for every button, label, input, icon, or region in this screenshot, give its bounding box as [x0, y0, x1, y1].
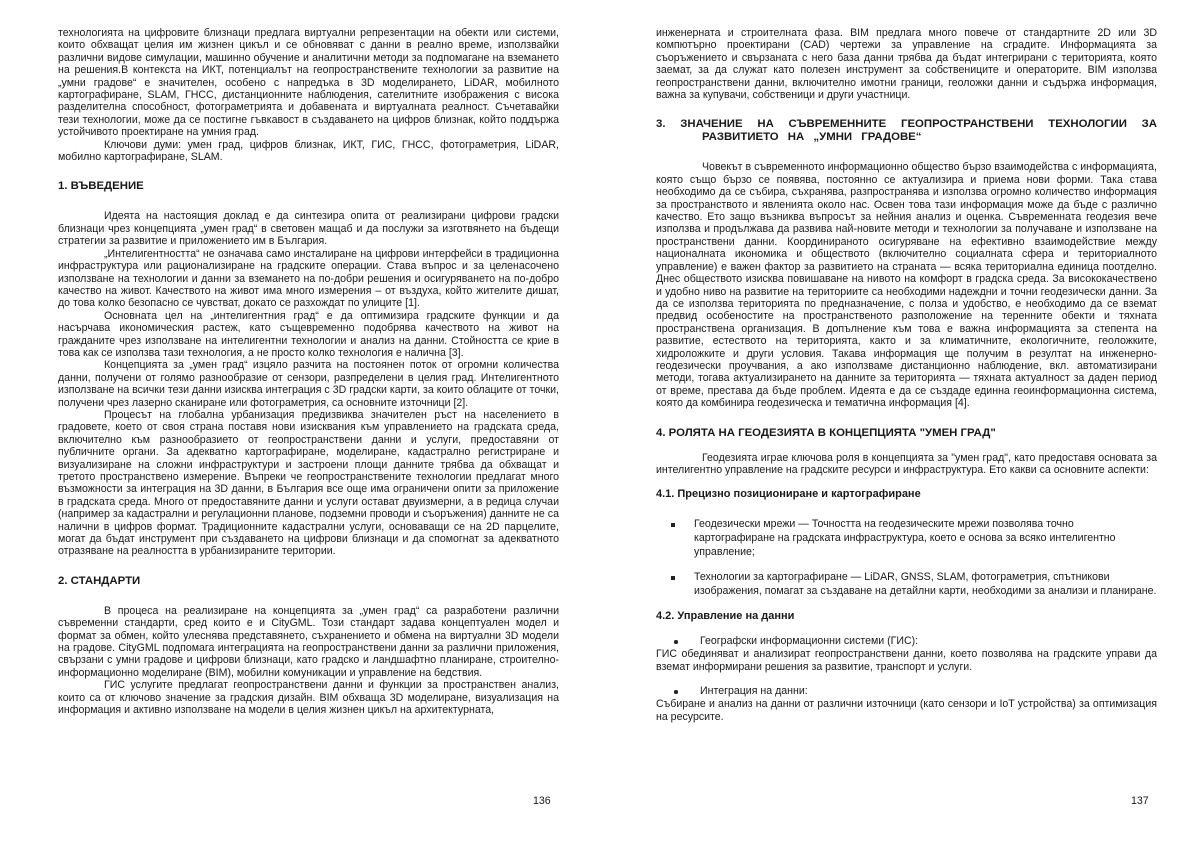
list-item-text: ГИС обединяват и анализират геопространствени данни, което позволява на градските управи да вземат информирани решения за развитие, транспорт и услуги.: [656, 648, 1157, 673]
bullet-list-4-2-cont: [656, 685, 1157, 698]
right-page: [656, 27, 1157, 723]
paragraph: ГИС услугите предлагат геопространствени данни и функции за пространствен анализ, които са от ключово значение за градския дизайн. BIM обхваща 3D моделиране, визуализация на информация и активно използване на модели в целия жизнен цикъл на архитектурната,: [58, 679, 559, 717]
bullet-list-4-1: [656, 518, 1157, 598]
list-item-text: Събиране и анализ на данни от различни източници (като сензори и IoT устройства) за оптимизация на ресурсите.: [656, 698, 1157, 723]
paragraph: „Интелигентността“ не означава само инсталиране на цифрови интерфейси в традиционна инфраструктура или рационализиране на градските операции. Става въпрос и за целенасочено използване на технологии и данни за вземането на по-добри решения и осигуряването на по-добро качество на живот. Качеството на живот има много измерения – от въздуха, който жителите дишат, до това колко безопасно се чувстват, докато се разхождат по улиците [1].: [58, 247, 559, 310]
section-2-heading: 2. СТАНДАРТИ: [58, 574, 141, 587]
section-3-heading: 3. ЗНАЧЕНИЕ НА СЪВРЕМЕННИТЕ ГЕОПРОСТРАНСТВЕНИ ТЕХНОЛОГИИ ЗА РАЗВИТИЕТО НА „УМНИ ГРАДОВЕ“: [656, 118, 1157, 144]
section-1-heading: 1. ВЪВЕДЕНИЕ: [58, 180, 144, 193]
bullet-list-4-2: [656, 635, 1157, 648]
abstract-end: технологията на цифровите близнаци предлага виртуални репрезентации на обекти или системи, които обхващат целия им жизнен цикъл и се обновяват с данни в реално време, използвайки различни видове симулации, машинно обучение и аналитични методи за подпомагане на вземането на решения.В контекста на ИКТ, потенциалът на геопространствените технологии за развитие на „умни градове“ е значителен, особено с напредъка в 3D моделирането, LiDAR, мобилното картографиране, SLAM, ГНСС, дистанционните наблюдения, сателитните изображения с висока разделителна способност, фотограметрията и добавената и виртуалната реалност. Съчетавайки тези технологии, може да се постигне гъвкавост в създаването на цифров близнак, който поддържа устойчивото проектиране на умния град.: [58, 27, 559, 139]
paragraph: Процесът на глобална урбанизация предизвиква значителен ръст на населението в градовете, което от своя страна поставя нови изисквания към управлението на градската среда, включително към разнообразието от геопространствени данни и услуги, предоставяни от публичните органи. За адекватно картографиране, моделиране, кадастрално регистриране и визуализиране на сложни инфраструктури и застроени площи данните трябва да обхващат и третото пространствено измерение. Въпреки че геопространствените технологии предлагат много възможности за интеграция на 3D данни, в България все още има ограничени опити за приложение в градската среда. Много от предоставяните данни и услуги остават двуизмерни, а в редица случаи (например за кадастрални и регулационни планове, подземни проводи и съоръжения) данните не са налични в цифров формат. Традиционните кадастрални услуги, основаващи се на 2D парцелите, могат да бъдат инструмент при създаването на цифрови близнаци и да спомогнат за адекватното отразяване на реалността в урбанизираните територии.: [58, 408, 559, 558]
subsection-4-1-heading: 4.1. Прецизно позициониране и картографиране: [656, 488, 921, 501]
keywords: Ключови думи: умен град, цифров близнак, ИКТ, ГИС, ГНСС, фотограметрия, LiDAR, мобилно картографиране, SLAM.: [58, 138, 559, 164]
left-page: [58, 27, 559, 717]
page-number: 137: [1131, 795, 1149, 807]
paragraph: Геодезията играе ключова роля в концепцията за "умен град", като предоставя основата за интелигентно управление на градските ресурси и инфраструктура. Ето какви са основните аспекти:: [656, 451, 1157, 476]
paragraph: Основната цел на „интелигентния град“ е да оптимизира градските функции и да насърчава икономическия растеж, като същевременно подобрява качеството на живот на гражданите чрез използване на интелигентни технологии и анализ на данни. Стойността се крие в това как се използва тази технология, а не просто колко технология е налична [3].: [58, 309, 559, 359]
section-4-heading: 4. РОЛЯТА НА ГЕОДЕЗИЯТА В КОНЦЕПЦИЯТА "УМЕН ГРАД": [656, 426, 996, 439]
paragraph: В процеса на реализиране на концепцията за „умен град“ са разработени различни съвременни стандарти, сред които е и CityGML. Този стандарт задава концептуален модел и формат за обмен, който улеснява представянето, съхранението и обмена на виртуални 3D модели на градове. CityGML подпомага интеграцията на геопространствени данни за различни приложения, свързани с умни градове и цифрови близнаци, като градско и ландшафтно планиране, строително-информационно моделиране (BIM), мобилни комуникации и управление на бедствия.: [58, 604, 559, 679]
list-item: Геодезически мрежи — Точността на геодезическите мрежи позволява точно картографиране на градската инфраструктура, което е основа за всяко интелигентно управление;: [656, 518, 1157, 559]
list-item-label: Интеграция на данни:: [656, 685, 1157, 698]
paragraph: Човекът в съвременното информационно общество бързо взаимодейства с информацията, която също бързо се появява, постоянно се актуализира и приема нови форми. Така става необходимо да се събира, съхранява, разпространява и използва огромно количество информация за пространството и явленията около нас. Освен това тази информация може да бъде с различно качество. Ето защо възниква въпросът за нейния анализ и оценка. Съвременната геодезия вече използва и продължава да развива най-новите методи и технологии за получаване и използване на пространствени данни. Координираното осигуряване на ефективно взаимодействие между националната икономика и обществото (включително социалната сфера и териториалното управление) е важен фактор за развитието на страната — всяка териториална единица поотделно. Днес обществото изисква повишаване на нивото на комфорт в градска среда. За висококачествено и удобно ниво на развитие на териториите са необходими надеждни и точни геодезически данни. За да се използва територията по предназначение, с полза и удобство, е необходимо да се вземат предвид особеностите на пространственото разположение на теренните обекти и тяхната пространствена организация. В допълнение към това е важна информацията за степента на развитие, естеството на територията, както и за климатичните, екологичните, геоложките, хидроложките и други условия. Такава информация ще получим в резултат на инженерно-геодезически проучвания, а ако използваме дистанционно наблюдение, вкл. автоматизирани методи, тогава актуализирането на данните за територията — тяхната актуалност за даден период от време, престава да бъде проблем. Идеята е да се създаде единна геоинформационна система, която да комбинира геодезическа и тематична информация [4].: [656, 161, 1157, 410]
page-number: 136: [533, 795, 551, 807]
list-item-label: Географски информационни системи (ГИС):: [656, 635, 1157, 648]
paragraph: Идеята на настоящия доклад е да синтезира опита от реализирани цифрови градски близнаци чрез концепцията „умен град“ в световен мащаб и да послужи за изготвянето на бъдещи стратегии за развитие и приложението им в България.: [58, 210, 559, 248]
continuation-paragraph: инженерната и строителната фаза. BIM предлага много повече от стандартните 2D или 3D компютърно проектирани (CAD) чертежи за управление на сградите. Информацията за съоръжението и свързаната с него база данни трябва да бъдат интегрирани с територията, която заемат, за да служат като полезен инструмент за собствениците и операторите. BIM използва геопространствени данни, включително имотни граници, геоложки данни и съдържа информация, важна за купувачи, собственици и други участници.: [656, 27, 1157, 102]
paragraph: Концепцията за „умен град“ изцяло разчита на постоянен поток от огромни количества данни, получени от голямо разнообразие от сензори, разпределени в целия град. Интелигентното използване на всички тези данни изисква интеграция с 3D градски карти, за които облаците от точки, получени чрез лазерно сканиране или фотограметрия, са основните източници [2].: [58, 359, 559, 409]
list-item: Технологии за картографиране — LiDAR, GNSS, SLAM, фотограметрия, спътникови изображения, помагат за създаване на детайлни карти, необходими за анализи и планиране.: [656, 571, 1157, 598]
subsection-4-2-heading: 4.2. Управление на данни: [656, 610, 795, 623]
